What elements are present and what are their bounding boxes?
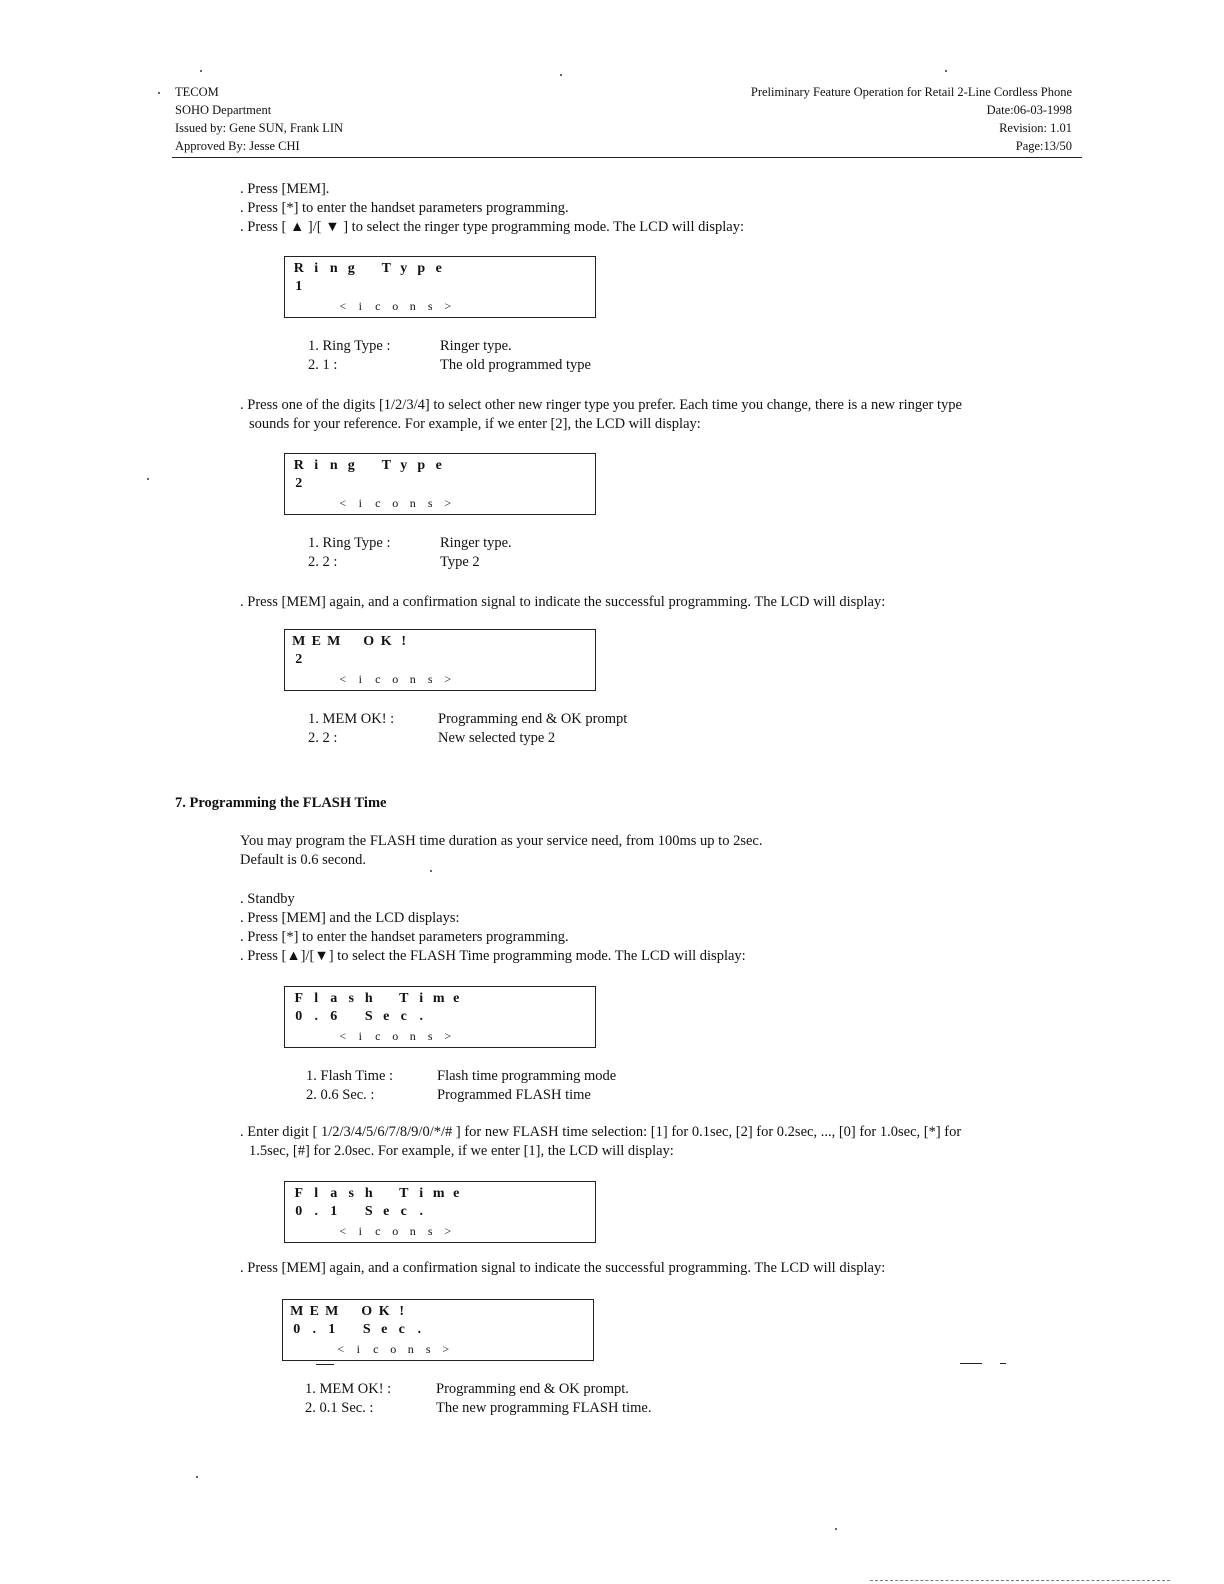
page-number: Page:13/50	[1015, 139, 1072, 153]
para-line: 1.5sec, [#] for 2.0sec. For example, if we enter [1], the LCD will display:	[249, 1143, 674, 1159]
approved-by: Approved By: Jesse CHI	[175, 139, 300, 153]
step-select-flash: . Press [▲]/[▼] to select the FLASH Time programming mode. The LCD will display:	[240, 948, 746, 964]
legend-flash-1	[306, 1067, 616, 1105]
legend-value: Programmed FLASH time	[437, 1087, 591, 1103]
legend-value: Programming end & OK prompt.	[436, 1381, 629, 1397]
document-date: Date:06-03-1998	[986, 103, 1072, 117]
document-title: Preliminary Feature Operation for Retail 2-Line Cordless Phone	[750, 85, 1072, 99]
scan-dash	[316, 1364, 334, 1365]
lcd-row-3: < i c o n s >	[339, 496, 454, 510]
legend-mem-ok-1	[308, 710, 627, 748]
lcd-row-3: < i c o n s >	[337, 1342, 452, 1356]
lcd-row-2: 0 . 6 S e c .	[295, 1009, 425, 1024]
lcd-row-1: M E M O K !	[290, 1304, 407, 1319]
scan-dash	[1000, 1363, 1006, 1364]
flash-steps	[240, 890, 746, 966]
lcd-row-3: < i c o n s >	[339, 1224, 454, 1238]
para-press-mem-again: . Press [MEM] again, and a confirmation signal to indicate the successful programming. The LCD will display:	[240, 594, 886, 610]
scan-speck	[430, 870, 432, 872]
step-standby: . Standby	[240, 891, 295, 907]
legend-value: Ringer type.	[440, 338, 512, 354]
legend-value: Ringer type.	[440, 535, 512, 551]
lcd-display-ring-type-2	[284, 453, 596, 515]
lcd-row-1: F l a s h T i m e	[294, 991, 462, 1006]
section-heading: 7. Programming the FLASH Time	[175, 795, 387, 811]
legend-key: 1. Ring Type :	[308, 338, 391, 354]
legend-mem-ok-2	[305, 1380, 651, 1418]
lcd-display-flash-time-2	[284, 1181, 596, 1243]
legend-value: The new programming FLASH time.	[436, 1400, 652, 1416]
lcd-row-2: 2	[295, 652, 305, 667]
lcd-row-2: 2	[295, 476, 305, 491]
legend-key: 2. 2 :	[308, 730, 338, 746]
legend-key: 1. MEM OK! :	[305, 1381, 392, 1397]
lcd-display-mem-ok-2	[282, 1299, 594, 1361]
scan-speck	[560, 74, 562, 76]
document-revision: Revision: 1.01	[999, 121, 1072, 135]
legend-key: 1. Flash Time :	[306, 1068, 394, 1084]
intro-line: You may program the FLASH time duration as your service need, from 100ms up to 2sec.	[240, 833, 763, 849]
legend-ring-2	[308, 534, 512, 572]
scan-speck	[835, 1528, 837, 1530]
header-left	[175, 83, 343, 155]
lcd-row-2: 0 . 1 S e c .	[295, 1204, 425, 1219]
para-enter-digit	[240, 1123, 961, 1161]
legend-key: 1. Ring Type :	[308, 535, 391, 551]
para-line: sounds for your reference. For example, if we enter [2], the LCD will display:	[249, 416, 701, 432]
header-right	[751, 83, 1072, 155]
scan-speck	[945, 70, 947, 72]
legend-key: 2. 0.1 Sec. :	[305, 1400, 374, 1416]
scan-speck	[147, 478, 149, 480]
lcd-display-ring-type-1	[284, 256, 596, 318]
legend-value: The old programmed type	[440, 357, 591, 373]
lcd-display-flash-time-1	[284, 986, 596, 1048]
scan-dash	[960, 1363, 982, 1364]
legend-ring-1	[308, 337, 591, 375]
para-line: . Press one of the digits [1/2/3/4] to select other new ringer type you prefer. Each time you change, there is a new ringer type	[240, 397, 962, 413]
legend-key: 1. MEM OK! :	[308, 711, 395, 727]
scan-dash	[870, 1580, 1170, 1581]
intro-line: Default is 0.6 second.	[240, 852, 367, 868]
header-rule	[172, 157, 1082, 158]
lcd-row-1: F l a s h T i m e	[294, 1186, 462, 1201]
lcd-row-3: < i c o n s >	[339, 672, 454, 686]
issued-by: Issued by: Gene SUN, Frank LIN	[175, 121, 344, 135]
lcd-row-1: R i n g T y p e	[293, 261, 444, 276]
legend-key: 2. 0.6 Sec. :	[306, 1087, 375, 1103]
lcd-row-1: M E M O K !	[292, 634, 409, 649]
step-press-star: . Press [*] to enter the handset parameters programming.	[240, 200, 569, 216]
legend-value: Programming end & OK prompt	[438, 711, 628, 727]
ring-steps	[240, 180, 744, 237]
lcd-row-3: < i c o n s >	[339, 299, 454, 313]
para-line: . Enter digit [ 1/2/3/4/5/6/7/8/9/0/*/# ] for new FLASH time selection: [1] for 0.1sec, [2] for 0.2sec, ..., [0] for 1.0sec, [*] for	[240, 1124, 962, 1140]
lcd-row-2: 0 . 1 S e c .	[293, 1322, 423, 1337]
legend-key: 2. 2 :	[308, 554, 338, 570]
flash-intro	[240, 832, 762, 870]
step-press-mem: . Press [MEM].	[240, 181, 330, 197]
lcd-display-mem-ok-1	[284, 629, 596, 691]
legend-key: 2. 1 :	[308, 357, 338, 373]
lcd-row-2: 1	[295, 279, 305, 294]
scan-speck	[200, 70, 202, 72]
step-press-star: . Press [*] to enter the handset parameters programming.	[240, 929, 569, 945]
department: SOHO Department	[175, 103, 272, 117]
legend-value: Flash time programming mode	[437, 1068, 617, 1084]
scan-speck	[158, 92, 160, 94]
para-select-digit	[240, 396, 962, 434]
para-press-mem-again-2: . Press [MEM] again, and a confirmation signal to indicate the successful programming. The LCD will display:	[240, 1260, 886, 1276]
scan-speck	[196, 1476, 198, 1478]
legend-value: New selected type 2	[438, 730, 556, 746]
lcd-row-1: R i n g T y p e	[293, 458, 444, 473]
company-name: TECOM	[175, 85, 219, 99]
lcd-row-3: < i c o n s >	[339, 1029, 454, 1043]
step-press-mem: . Press [MEM] and the LCD displays:	[240, 910, 460, 926]
legend-value: Type 2	[440, 554, 480, 570]
step-select-ringer: . Press [ ▲ ]/[ ▼ ] to select the ringer type programming mode. The LCD will display:	[240, 219, 745, 235]
